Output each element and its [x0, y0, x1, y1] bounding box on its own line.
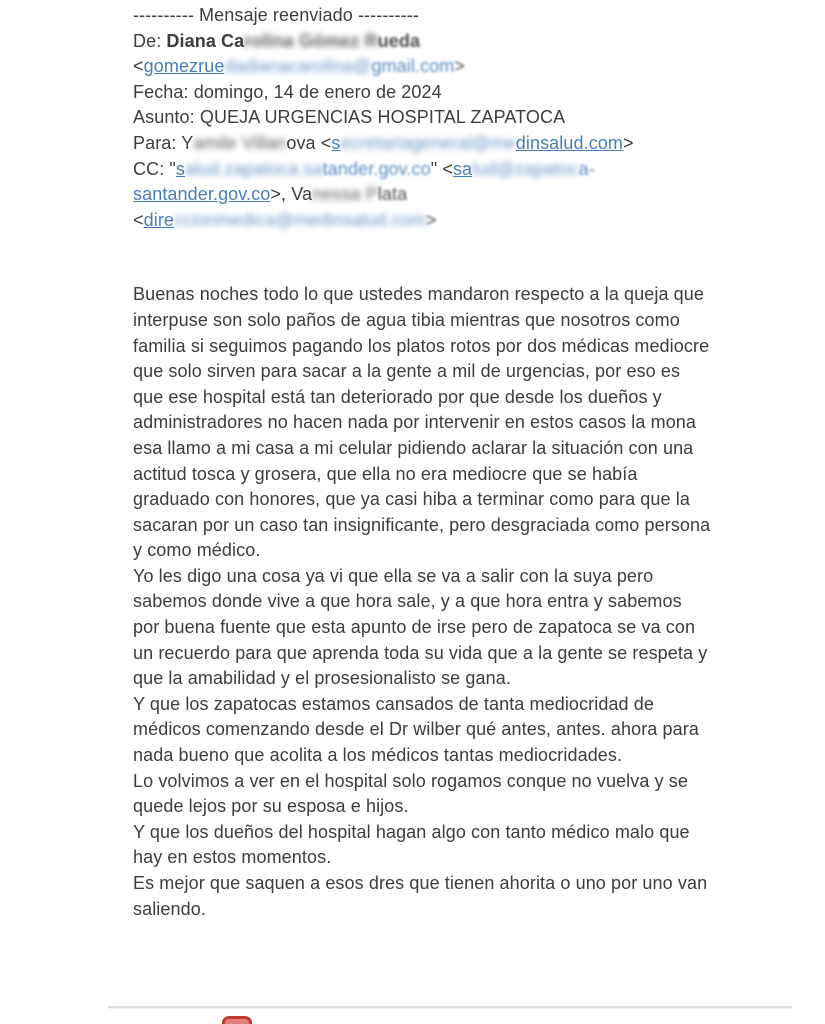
to-name-tail: ova: [286, 132, 321, 153]
date-line: [133, 80, 711, 106]
cc-addr3-visible: dire: [143, 209, 175, 230]
cc-mid: " <: [430, 158, 453, 179]
cc-after: >, Va: [270, 184, 313, 205]
cc-label: CC: ": [133, 158, 176, 179]
from-email-line: [133, 54, 711, 80]
cc-name-redacted: nessa P: [312, 184, 378, 205]
sender-name-redacted: rolina Gómez R: [244, 30, 378, 51]
date-label: Fecha:: [133, 81, 194, 102]
email-content: [133, 3, 711, 922]
sender-name: Diana Ca: [166, 30, 245, 51]
subject-label: Asunto:: [133, 107, 200, 128]
sender-name-tail: ueda: [377, 30, 421, 51]
cc-addr2-cont: santander.gov.co: [133, 184, 271, 205]
cc-address1-link[interactable]: [176, 159, 431, 179]
to-line: [133, 131, 711, 157]
cc-angle-open: <: [133, 209, 144, 230]
body-paragraph-3: Y que los zapatocas estamos cansados de tanta mediocridad de médicos comenzando desde el Dr wilber qué antes, antes. ahora para nada bueno que acolita a los médicos tantas mediocridades.: [133, 693, 699, 766]
separator-text: ---------- Mensaje reenviado ----------: [133, 5, 419, 25]
cc-name-tail: lata: [377, 184, 408, 205]
cc-addr1-visible: s: [175, 158, 185, 179]
red-attachment-icon[interactable]: [222, 1016, 252, 1024]
bottom-divider: [108, 1006, 792, 1008]
cc-angle-close: >: [426, 209, 437, 230]
date-value: domingo, 14 de enero de 2024: [193, 81, 442, 102]
body-paragraph-4: Lo volvimos a ver en el hospital solo rogamos conque no vuelva y se quede lejos por su esposa e hijos.: [133, 770, 689, 817]
from-label: De:: [133, 30, 167, 51]
body-paragraph-1: Buenas noches todo lo que ustedes mandaron respecto a la queja que interpuse son solo paños de agua tibia mientras que nosotros como familia si seguimos pagando los platos rotos por dos médicas mediocre que solo sirven para sacar a la gente a mil de urgencias, por eso es que ese hospital está tan deteriorado por que desde los dueños y administradores no hacen nada por intervenir en estos casos la mona esa llamo a mi casa a mi celular pidiendo aclarar la situación con una actitud tosca y grosera, que ella no era mediocre que se había graduado con honores, que ya casi hiba a terminar como para que la sacaran por un caso tan insignificante, pero desgraciada como persona y como médico.: [133, 284, 711, 561]
sender-email-redacted: dadianacarolina@: [224, 56, 372, 77]
forwarded-header: [133, 3, 711, 233]
body-paragraph-6: Es mejor que saquen a esos dres que tienen ahorita o uno por uno van saliendo.: [133, 873, 708, 919]
sender-email-visible: gomezrue: [143, 56, 225, 77]
angle-open: <: [133, 56, 144, 77]
from-line: [133, 29, 711, 55]
cc-addr2-visible: sa: [452, 158, 473, 179]
to-email-link[interactable]: [331, 133, 623, 153]
cc-line-1: [133, 157, 711, 183]
to-name-redacted: amile Villan: [193, 132, 287, 153]
cc-addr3-redacted: ccionmedica@medinsalud.com: [174, 209, 427, 230]
to-email-redacted: ecretariageneral@me: [340, 132, 516, 153]
body-paragraph-2: Yo les digo una cosa ya vi que ella se va a salir con la suya pero sabemos donde vive a que hora sale, y a que hora entra y sabemos por buena fuente que esta apunto de irse pero de zapatoca se va con un recuerdo para que aprenda toda su vida que a la gente se respeta y que la amabilidad y el prosesionalisto se gana.: [133, 565, 708, 689]
cc-address2-cont-link[interactable]: [133, 184, 270, 204]
cc-address3-link[interactable]: [144, 210, 426, 230]
to-angle-open: <: [320, 132, 332, 153]
sender-email-link[interactable]: [144, 56, 455, 76]
subject-value: QUEJA URGENCIAS HOSPITAL ZAPATOCA: [199, 107, 566, 128]
cc-addr2-redacted: lud@zapatoc: [472, 158, 579, 179]
subject-line: [133, 105, 711, 131]
angle-close: >: [454, 56, 465, 77]
sender-email-tail: gmail.com: [371, 56, 455, 77]
cc-addr2-tail: a-: [578, 158, 595, 179]
cc-addr1-tail: tander.gov.co: [322, 158, 431, 179]
body-paragraph-5: Y que los dueños del hospital hagan algo con tanto médico malo que hay en estos momentos.: [133, 821, 690, 868]
email-body: [133, 282, 711, 922]
cc-line-3: [133, 208, 711, 234]
cc-line-2: [133, 182, 711, 208]
to-email-visible: s: [331, 132, 341, 153]
cc-address2-link[interactable]: [453, 159, 595, 179]
cc-addr1-redacted: alud.zapatoca.sa: [185, 158, 323, 179]
to-angle-close: >: [623, 132, 634, 153]
to-label: Para: Y: [133, 132, 194, 153]
to-email-tail: dinsalud.com: [515, 132, 624, 153]
separator-line: [133, 3, 711, 29]
